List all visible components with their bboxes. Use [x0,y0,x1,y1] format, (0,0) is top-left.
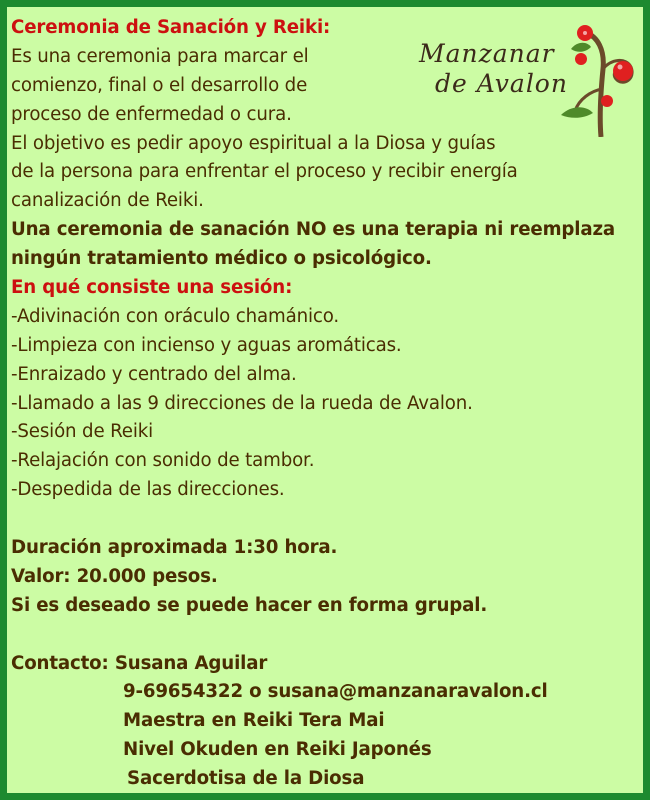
duration-text: Duración aproximada 1:30 hora. [11,537,338,559]
contact-title: Maestra en Reiki Tera Mai [123,710,385,732]
session-item: -Relajación con sonido de tambor. [11,450,315,472]
session-item: -Llamado a las 9 direcciones de la rueda de Avalon. [11,392,473,414]
flyer-panel [7,7,643,793]
session-title: En qué consiste una sesión: [11,277,293,299]
session-item: -Adivinación con oráculo chamánico. [11,305,339,327]
spacer [11,621,643,650]
spacer [11,505,643,534]
manzanar-logo [411,19,647,137]
logo-line2: de Avalon [435,69,568,98]
contact-title: Nivel Okuden en Reiki Japonés [123,739,432,761]
intro-line: comienzo, final o el desarrollo de [11,74,308,96]
warning-line: Una ceremonia de sanación NO es una terapia ni reemplaza [11,219,615,241]
contact-title: Sacerdotisa de la Diosa [127,768,365,790]
session-item: -Sesión de Reiki [11,421,154,443]
intro-line: canalización de Reiki. [11,190,204,212]
session-item: -Despedida de las direcciones. [11,479,285,501]
logo-line1: Manzanar [419,39,555,68]
intro-title: Ceremonia de Sanación y Reiki: [11,17,331,38]
contact-name: Contacto: Susana Aguilar [11,652,268,674]
intro-line: El objetivo es pedir apoyo espiritual a la Diosa y guías [11,132,496,154]
intro-line: proceso de enfermedad o cura. [11,103,292,125]
session-item: -Limpieza con incienso y aguas aromáticas. [11,334,402,356]
contact-phone-email: 9-69654322 o susana@manzanaravalon.cl [123,681,548,703]
price-text: Valor: 20.000 pesos. [11,565,218,587]
warning-line: ningún tratamiento médico o psicológico. [11,248,432,270]
intro-line: de la persona para enfrentar el proceso y recibir energía [11,161,518,183]
group-text: Si es deseado se puede hacer en forma grupal. [11,594,488,616]
intro-line: Es una ceremonia para marcar el [11,45,309,67]
session-item: -Enraizado y centrado del alma. [11,363,297,385]
